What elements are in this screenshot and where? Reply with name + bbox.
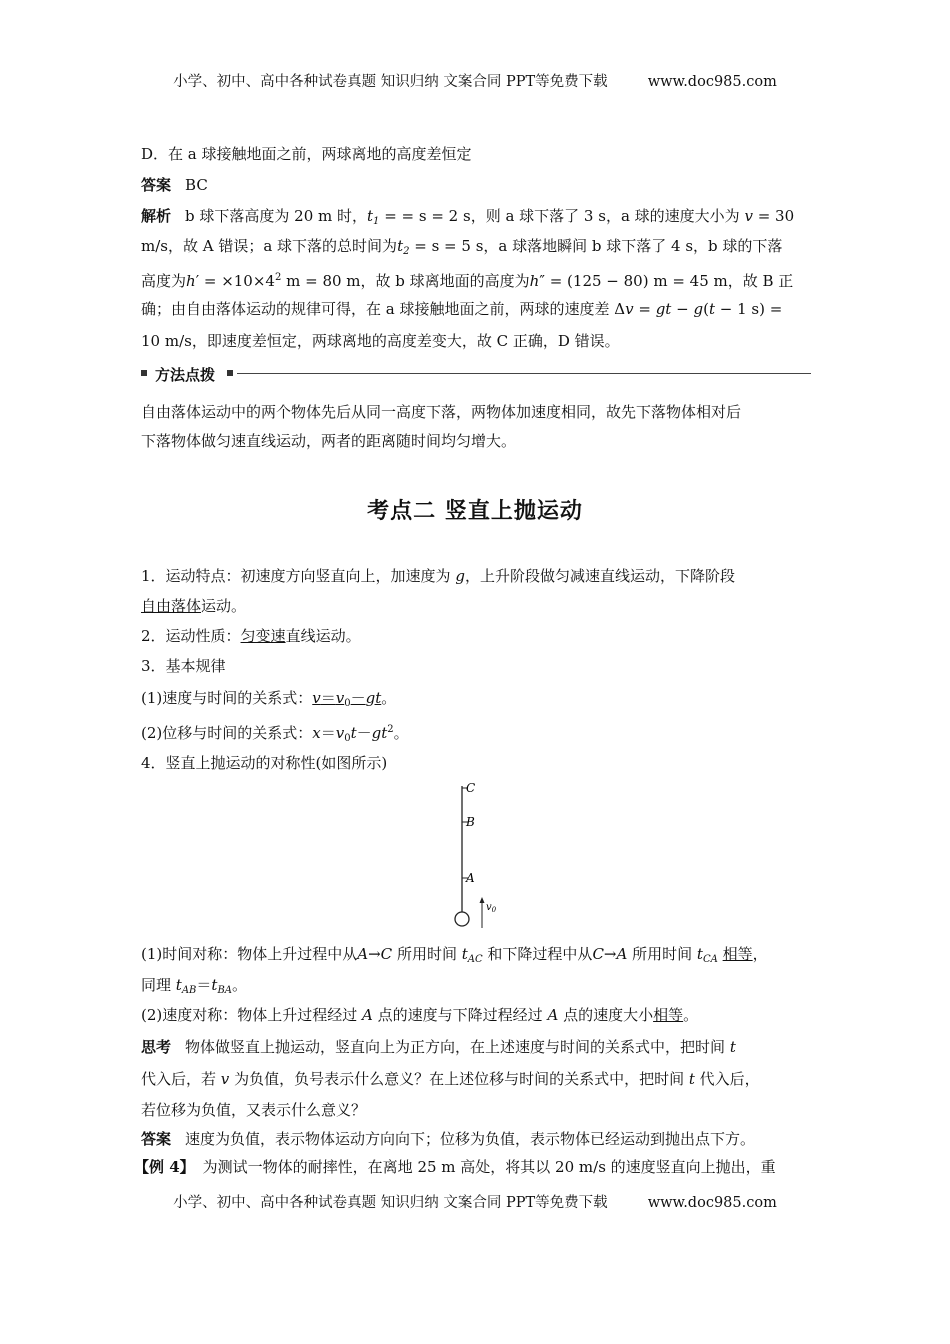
point-1: 1．运动特点：初速度方向竖直向上，加速度为 g，上升阶段做匀减速直线运动，下降阶段 (141, 567, 735, 585)
divider (237, 373, 811, 374)
method-text-2: 下落物体做匀速直线运动，两者的距离随时间均匀增大。 (141, 432, 517, 450)
analysis-line-5: 10 m/s，即速度差恒定，两球离地的高度差变大，故 C 正确，D 错误。 (141, 332, 620, 350)
label-b: B (466, 815, 475, 829)
option-d: D．在 a 球接触地面之前，两球离地的高度差恒定 (141, 145, 472, 163)
footer-text: 小学、初中、高中各种试卷真题 知识归纳 文案合同 PPT等免费下载 (173, 1195, 608, 1211)
point-4: 4．竖直上抛运动的对称性(如图所示) (141, 754, 388, 772)
think-line-3: 若位移为负值，又表示什么意义？ (141, 1101, 367, 1119)
analysis-line-1: 解析 b 球下落高度为 20 m 时，$t_1$ = = s = 2 s，则 a 球下落了 3 s，a 球的速度大小为 v = 30 (141, 207, 795, 227)
ball-icon (455, 912, 469, 926)
square-bullet-icon (227, 370, 233, 376)
time-symmetry-1: (1)时间对称：物体上升过程中从A→C 所用时间 $t_{AC}$ 和下降过程中从C→A 所用时间 $t_{CA}$ 相等， (141, 945, 768, 965)
label-v0: $v_0$ (486, 902, 497, 914)
method-text-1: 自由落体运动中的两个物体先后从同一高度下落，两物体加速度相同，故先下落物体相对后 (141, 403, 742, 421)
label-a: A (466, 871, 475, 885)
method-tip-bar (141, 364, 811, 384)
answer-value: BC (185, 176, 208, 194)
point-3: 3．基本规律 (141, 657, 226, 675)
think-line-2: 代入后，若 v 为负值，负号表示什么意义？在上述位移与时间的关系式中，把时间 t 代入后， (141, 1070, 760, 1088)
velocity-symmetry: (2)速度对称：物体上升过程经过 A 点的速度与下降过程经过 A 点的速度大小相等。 (141, 1006, 699, 1024)
footer-url: www.doc985.com (647, 1195, 777, 1211)
analysis-line-4: 确；由自由落体运动的规律可得，在 a 球接触地面之前，两球的速度差 Δv = gt − g(t − 1 s) = (141, 300, 783, 318)
page-footer (0, 1191, 950, 1212)
header-text: 小学、初中、高中各种试卷真题 知识归纳 文案合同 PPT等免费下载 (173, 74, 608, 90)
square-bullet-icon (141, 370, 147, 376)
think-line-1: 思考 物体做竖直上抛运动，竖直向上为正方向，在上述速度与时间的关系式中，把时间 t (141, 1038, 736, 1056)
point-2: 2．运动性质：匀变速直线运动。 (141, 627, 361, 645)
analysis-line-3: 高度为$h' = \times 10\times 4^2$ m = 80 m，故 b 球离地面的高度为h″ = (125 − 80) m = 45 m，故 B 正 (141, 272, 794, 290)
header-url: www.doc985.com (647, 74, 777, 90)
answer-1 (141, 175, 208, 195)
analysis-line-2: m/s，故 A 错误；a 球下落的总时间为$t_2 = s = 5$ s，a 球落地瞬间 b 球下落了 4 s，b 球的下落 (141, 237, 783, 257)
time-symmetry-2: 同理 $t_{AB}=t_{BA}$。 (141, 976, 248, 996)
formula-displacement: (2)位移与时间的关系式：$x=v_0t-gt^2$。 (141, 724, 409, 744)
answer-2: 答案 速度为负值，表示物体运动方向向下；位移为负值，表示物体已经运动到抛出点下方。 (141, 1130, 756, 1148)
vertical-throw-diagram (440, 776, 510, 936)
section-title: 考点二 竖直上抛运动 (367, 498, 583, 524)
formula-velocity: (1)速度与时间的关系式：$v=v_0-gt$。 (141, 689, 397, 709)
point-1-cont: 自由落体运动。 (141, 597, 247, 615)
example-4: 【例 4】 为测试一物体的耐摔性，在离地 25 m 高处，将其以 20 m/s 的速度竖直向上抛出，重 (134, 1158, 776, 1176)
label-c: C (466, 781, 476, 795)
answer-label: 答案 (141, 176, 172, 194)
page-header (0, 70, 950, 91)
method-title: 方法点拨 (155, 366, 216, 384)
